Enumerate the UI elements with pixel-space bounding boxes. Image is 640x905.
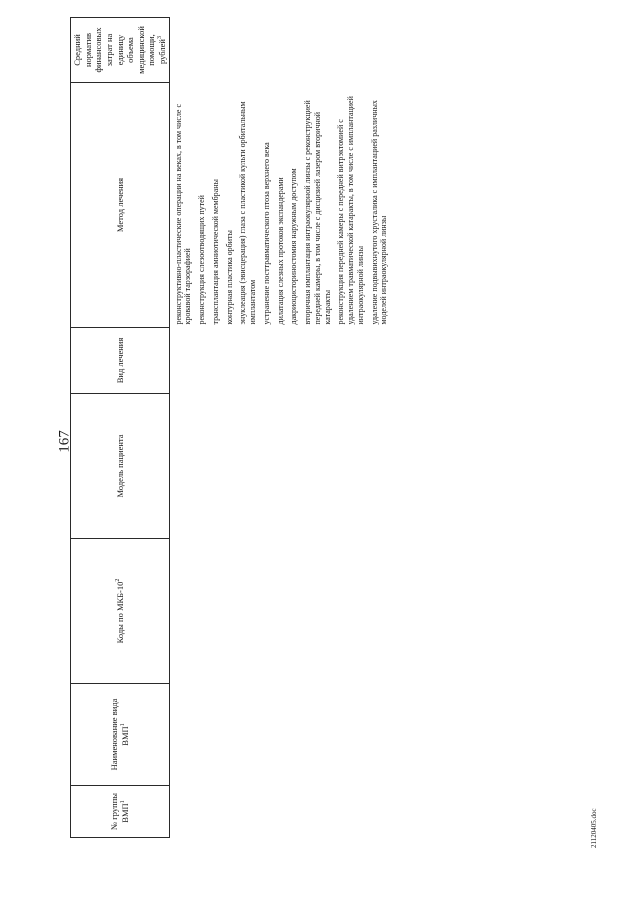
list-item: удаление подвывихнутого хрусталика с имплантацией различных моделей интраокулярной линзы — [369, 100, 389, 325]
header-average-cost: Средний норматив финансовых затрат на единицу объема медицинской помощи, рублей$^3$ — [71, 18, 170, 83]
list-item: контурная пластика орбиты — [224, 230, 234, 325]
table-header-row — [71, 18, 170, 838]
cell-vmp-name — [169, 684, 393, 786]
list-item: реконструкция передней камеры с передней витрэктомией с удалением травматической катаракты, в том числе с имплантацией интраокулярной линзы — [336, 96, 365, 325]
header-treatment-type: Вид лечения — [71, 328, 170, 394]
method-list — [174, 86, 390, 325]
header-vmp-name: Наименование вида ВМП$^1$ — [71, 684, 170, 786]
list-item: устранение посттравматического птоза верхнего века — [261, 142, 271, 325]
cell-icd-codes — [169, 539, 393, 684]
rotated-table-container — [70, 18, 555, 838]
list-item: реконструктивно-пластические операции на веках, в том числе с кровавой тарзорафией — [173, 103, 193, 325]
list-item: дакриоцисториностомия наружным доступом — [289, 168, 299, 325]
list-item: энуклеация (эвисцерация) глаза с пластикой культи орбитальным имплантатом — [238, 101, 258, 325]
list-item: трансплантация амниотической мембраны — [210, 179, 220, 325]
cell-average-cost — [169, 18, 393, 83]
cell-treatment-methods — [169, 83, 393, 328]
list-item: реконструкция слезоотводящих путей — [197, 195, 207, 325]
treatment-table — [70, 17, 393, 838]
header-group-number: № группы ВМП$^1$ — [71, 786, 170, 838]
list-item: дилатация слезных протоков экспандерами — [275, 177, 285, 325]
table-row — [169, 18, 393, 838]
header-icd-codes: Коды по МКБ-$10^2$ — [71, 539, 170, 684]
page-number: 167 — [56, 430, 73, 453]
cell-group-number — [169, 786, 393, 838]
cell-treatment-type — [169, 328, 393, 394]
header-patient-model: Модель пациента — [71, 394, 170, 539]
header-treatment-method: Метод лечения — [71, 83, 170, 328]
list-item: вторичная имплантация интраокулярной линзы с реконструкцией передней камеры, в том числе с дисцизией лазером вторичной катаракты — [303, 100, 332, 325]
document-reference: 21120405.doc — [590, 808, 598, 848]
cell-patient-model — [169, 394, 393, 539]
